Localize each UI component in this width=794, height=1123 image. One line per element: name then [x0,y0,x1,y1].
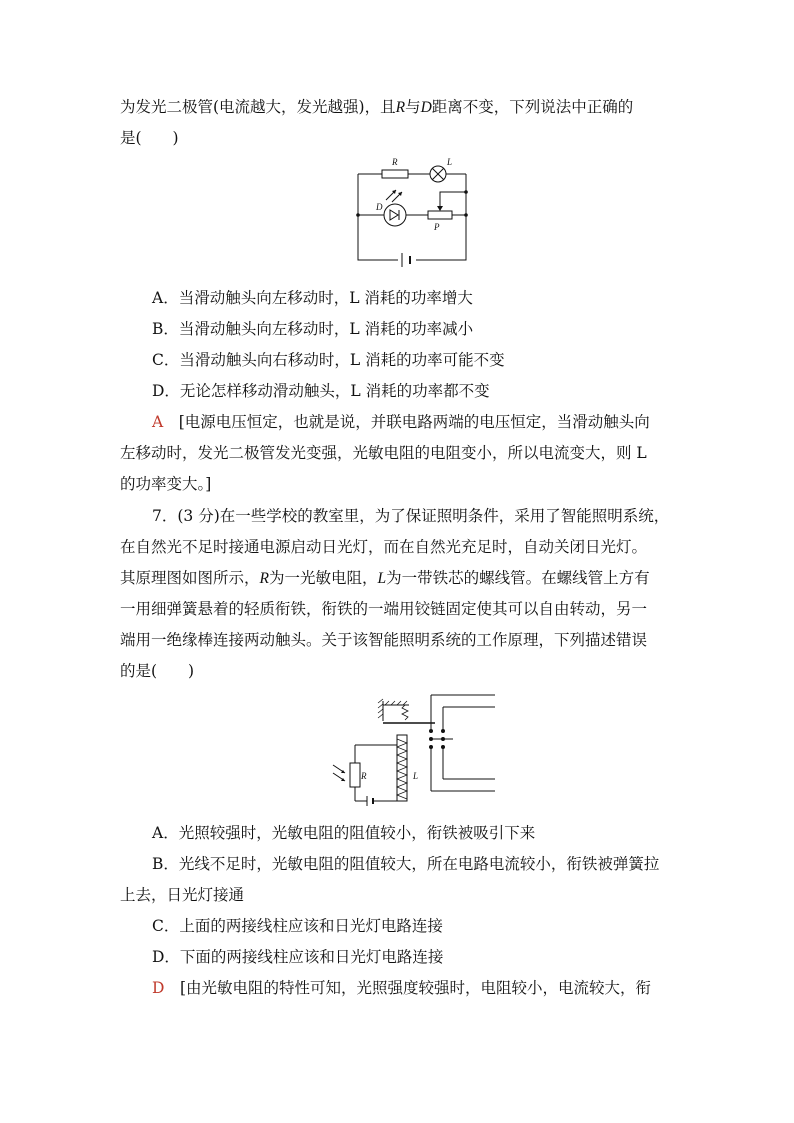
q6-option-a: A．当滑动触头向左移动时，L 消耗的功率增大 [152,289,473,307]
q6-circuit-diagram [350,150,480,275]
q6-answer: A [152,413,164,431]
q6-option-c: C．当滑动触头向右移动时，L 消耗的功率可能不变 [152,351,505,369]
q6-label-d: D [376,202,383,212]
q7-stem-line-6: 的是( ) [120,662,195,680]
q7-relay-diagram [325,693,500,808]
q6-label-r: R [392,157,398,167]
q7-stem-line-4: 一用细弹簧悬着的轻质衔铁，衔铁的一端用铰链固定使其可以自由转动，另一 [120,600,648,618]
q7-label-l: L [413,771,419,781]
q6-option-b: B．当滑动触头向左移动时，L 消耗的功率减小 [152,320,474,338]
q6-explanation-line-1: A [电源电压恒定，也就是说，并联电路两端的电压恒定，当滑动触头向 [152,413,650,431]
q7-stem-line-5: 端用一绝缘棒连接两动触头。关于该智能照明系统的工作原理，下列描述错误 [120,631,648,649]
q7-explanation-line-1: D [由光敏电阻的特性可知，光照强度较强时，电阻较小，电流较大，衔 [152,979,652,997]
q7-stem-line-3: 其原理图如图所示，R为一光敏电阻，L为一带铁芯的螺线管。在螺线管上方有 [120,569,650,587]
q7-option-a: A．光照较强时，光敏电阻的阻值较小，衔铁被吸引下来 [152,824,536,842]
q7-option-b-line-2: 上去，日光灯接通 [120,886,245,904]
q7-option-b-line-1: B．光线不足时，光敏电阻的阻值较大，所在电路电流较小，衔铁被弹簧拉 [152,855,660,873]
q6-explanation-line-2: 左移动时，发光二极管发光变强，光敏电阻的电阻变小，所以电流变大，则 L [120,444,647,462]
q6-stem-line-2: 是( ) [120,129,179,147]
q7-label-r: R [361,771,367,781]
q6-option-d: D．无论怎样移动滑动触头，L 消耗的功率都不变 [152,382,490,400]
q6-label-p: P [434,222,440,232]
q7-answer: D [152,979,165,997]
q7-stem-line-2: 在自然光不足时接通电源启动日光灯，而在自然光充足时，自动关闭日光灯。 [120,538,648,556]
q6-stem-line-1: 为发光二极管(电流越大，发光越强)，且R与D距离不变，下列说法中正确的 [120,98,634,116]
q6-label-l: L [447,157,453,167]
q7-stem-line-1: 7．(3 分)在一些学校的教室里，为了保证照明条件，采用了智能照明系统， [152,507,670,525]
q7-option-d: D．下面的两接线柱应该和日光灯电路连接 [152,948,444,966]
q6-explanation-line-3: 的功率变大。] [120,475,212,493]
q7-option-c: C．上面的两接线柱应该和日光灯电路连接 [152,917,443,935]
